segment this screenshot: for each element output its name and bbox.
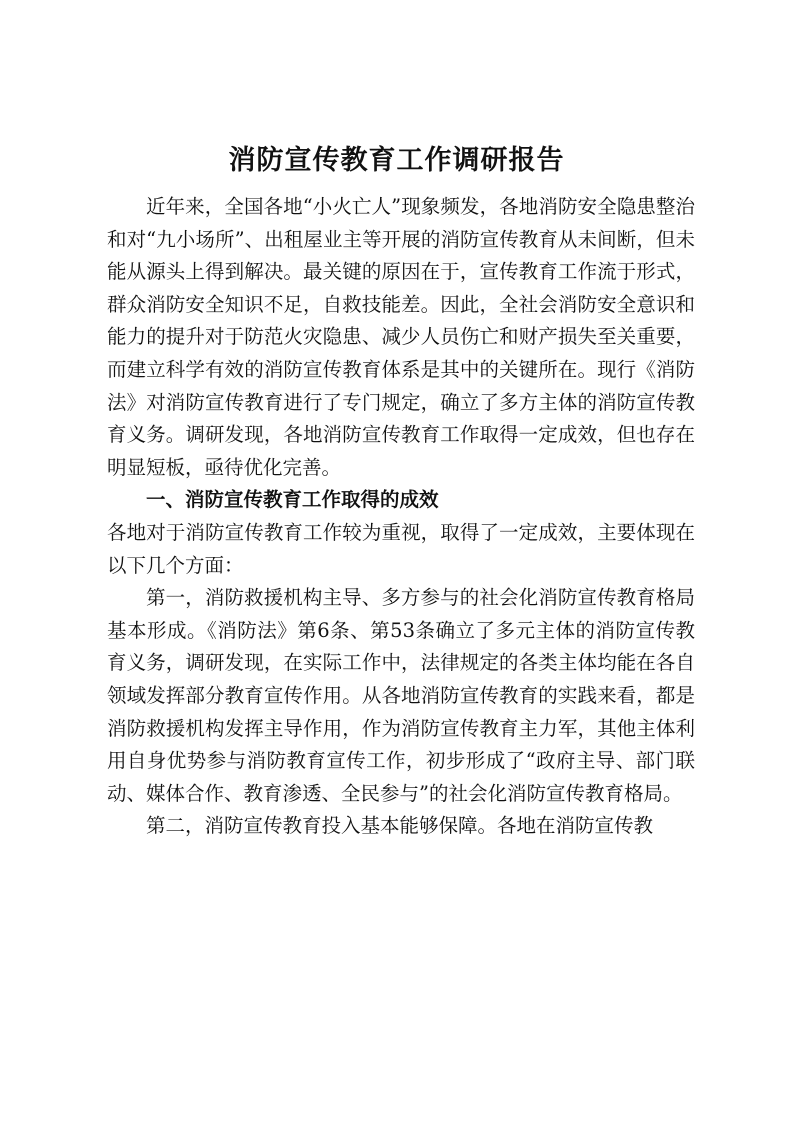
section-1-intro-paragraph: 各地对于消防宣传教育工作较为重视，取得了一定成效，主要体现在以下几个方面：: [107, 520, 695, 577]
point-2-paragraph: 第二，消防宣传教育投入基本能够保障。各地在消防宣传教: [146, 814, 654, 838]
point-1-paragraph: 第一，消防救援机构主导、多方参与的社会化消防宣传教育格局基本形成。《消防法》第6条、第53条确立了多元主体的消防宣传教育义务，调研发现，在实际工作中，法律规定的各类主体均能在各自领域发挥部分教育宣传作用。从各地消防宣传教育的实践来看，都是消防救援机构发挥主导作用，作为消防宣传教育主力军，其他主体利用自身优势参与消防教育宣传工作，初步形成了“政府主导、部门联动、媒体合作、教育渗透、全民参与”的社会化消防宣传教育格局。: [107, 586, 695, 805]
document-title: 消防宣传教育工作调研报告: [228, 145, 565, 176]
section-heading-1: 一、消防宣传教育工作取得的成效: [146, 488, 439, 512]
intro-paragraph: 近年来，全国各地“小火亡人”现象频发，各地消防安全隐患整治和对“九小场所”、出租屋业主等开展的消防宣传教育从未间断，但未能从源头上得到解决。最关键的原因在于，宣传教育工作流于形式，群众消防安全知识不足，自救技能差。因此，全社会消防安全意识和能力的提升对于防范火灾隐患、减少人员伤亡和财产损失至关重要，而建立科学有效的消防宣传教育体系是其中的关键所在。现行《消防法》对消防宣传教育进行了专门规定，确立了多方主体的消防宣传教育义务。调研发现，各地消防宣传教育工作取得一定成效，但也存在明显短板，亟待优化完善。: [107, 195, 695, 479]
document-body: [107, 191, 695, 843]
